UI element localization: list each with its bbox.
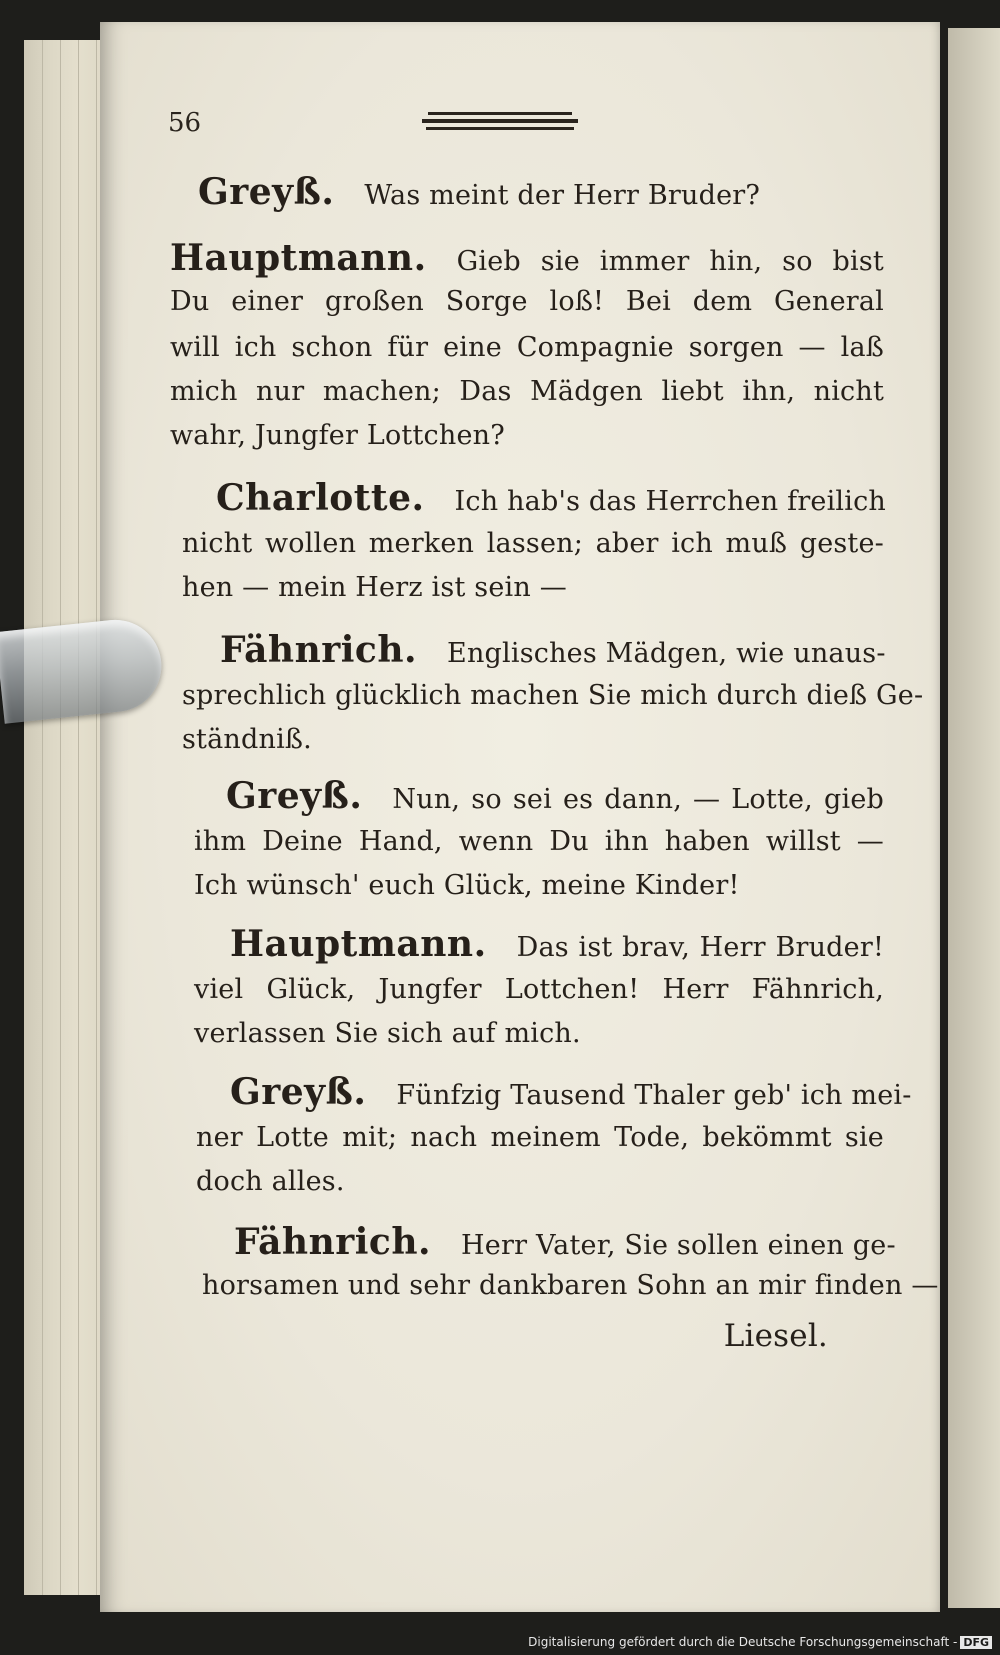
- text-line: [194, 866, 884, 906]
- text-line: [170, 372, 884, 412]
- text-line: [196, 1162, 884, 1202]
- dfg-logo: DFG: [960, 1636, 992, 1649]
- text-line: [230, 924, 884, 964]
- line-text: Ich wünsch' euch Glück, meine Kinder!: [194, 870, 740, 901]
- credit-text: Digitalisierung gefördert durch die Deutsche Forschungsgemeinschaft -: [528, 1635, 958, 1649]
- text-line: [170, 416, 884, 456]
- text-line: [216, 477, 887, 519]
- line-text: hen — mein Herz ist sein —: [182, 572, 567, 603]
- speaker-name: Fähnrich.: [220, 629, 418, 671]
- speaker-name: Hauptmann.: [230, 923, 487, 965]
- line-text: Du einer großen Sorge loß! Bei dem General: [170, 286, 884, 317]
- line-text: will ich schon für eine Compagnie sorgen — laß: [170, 332, 884, 363]
- speaker-name: Greyß.: [226, 775, 363, 817]
- line-text: doch alles.: [196, 1166, 345, 1197]
- line-text: Fünfzig Tausend Thaler geb' ich mei-: [396, 1080, 912, 1111]
- header-ornament: [422, 112, 578, 134]
- speaker-name: Fähnrich.: [234, 1221, 432, 1263]
- text-line: [170, 238, 884, 278]
- catchword: Liesel.: [723, 1318, 828, 1354]
- line-text: Ich hab's das Herrchen freilich: [454, 486, 887, 517]
- line-text: Was meint der Herr Bruder?: [364, 180, 761, 211]
- speaker-name: Charlotte.: [216, 477, 425, 519]
- line-text: sprechlich glücklich machen Sie mich durch dieß Ge-: [182, 680, 924, 711]
- line-text: Englisches Mädgen, wie unaus-: [447, 638, 886, 669]
- line-text: Das ist brav, Herr Bruder!: [516, 932, 884, 963]
- digitization-credit: [528, 1635, 992, 1649]
- text-line: [202, 1266, 939, 1306]
- line-text: horsamen und sehr dankbaren Sohn an mir finden —: [202, 1270, 939, 1301]
- speaker-name: Greyß.: [230, 1071, 367, 1113]
- text-line: [182, 676, 924, 716]
- line-text: wahr, Jungfer Lottchen?: [170, 420, 505, 451]
- line-text: verlassen Sie sich auf mich.: [194, 1018, 581, 1049]
- text-line: [194, 1014, 884, 1054]
- speaker-name: Greyß.: [198, 171, 335, 213]
- line-text: ihm Deine Hand, wenn Du ihn haben willst —: [194, 826, 884, 857]
- line-text: ständniß.: [182, 724, 312, 755]
- text-line: [170, 282, 884, 322]
- text-line: [230, 1071, 912, 1113]
- text-line: [182, 720, 884, 760]
- text-line: [182, 568, 884, 608]
- line-text: viel Glück, Jungfer Lottchen! Herr Fähnrich,: [194, 974, 884, 1005]
- line-text: ner Lotte mit; nach meinem Tode, bekömmt sie: [196, 1122, 884, 1153]
- line-text: Nun, so sei es dann, — Lotte, gieb: [392, 784, 884, 815]
- text-line: [198, 172, 884, 212]
- text-line: [220, 630, 884, 670]
- text-line: [226, 776, 884, 816]
- page-number: 56: [168, 108, 202, 138]
- text-line: [170, 328, 884, 368]
- text-line: [234, 1221, 896, 1263]
- line-text: Gieb sie immer hin, so bist: [456, 246, 884, 277]
- line-text: nicht wollen merken lassen; aber ich muß geste-: [182, 528, 884, 559]
- facing-page-edge: [948, 28, 1000, 1608]
- text-line: [196, 1118, 884, 1158]
- text-line: [182, 524, 884, 564]
- text-line: [194, 822, 884, 862]
- speaker-name: Hauptmann.: [170, 237, 427, 279]
- line-text: mich nur machen; Das Mädgen liebt ihn, nicht: [170, 376, 884, 407]
- text-line: [194, 970, 884, 1010]
- line-text: Herr Vater, Sie sollen einen ge-: [461, 1230, 896, 1261]
